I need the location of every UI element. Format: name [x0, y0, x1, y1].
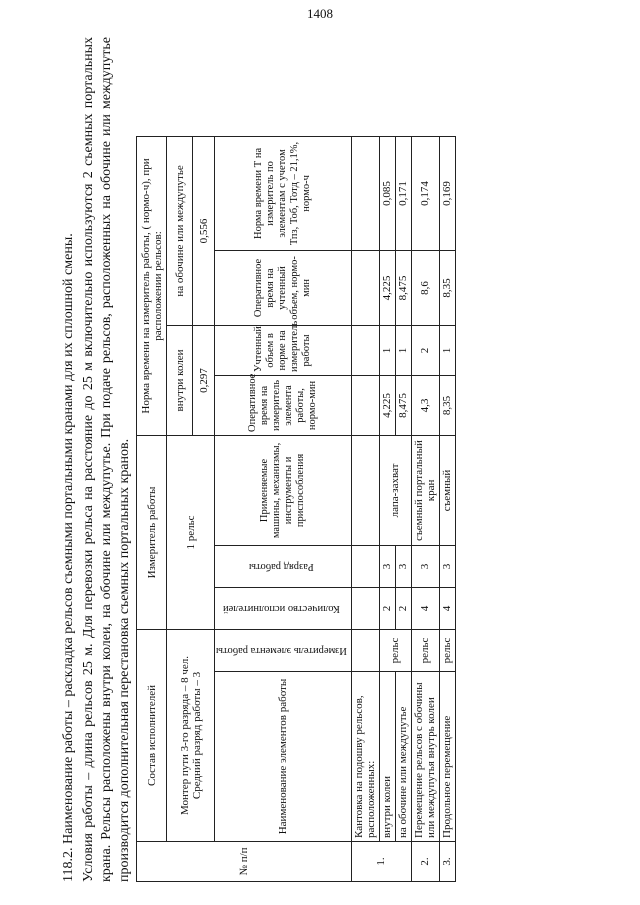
meter-value: 1 рельс	[167, 435, 215, 629]
crew-line-2: Средний разряд работы – 3	[190, 671, 203, 800]
row-meter: рельс	[379, 629, 411, 671]
row-op: 4,3	[411, 375, 439, 435]
row-op: 8,35	[439, 375, 455, 435]
col-num-header: № п/п	[137, 842, 352, 882]
row-workers: 4	[439, 587, 455, 629]
op-time-header: Оперативное время на измеритель элемента работы, нормо-мин	[215, 375, 352, 435]
row-workers: 4	[411, 587, 439, 629]
row-num: 2.	[411, 842, 439, 882]
row-name: Продольное перемещение	[439, 672, 455, 842]
row-vol: 2	[411, 325, 439, 375]
row-op: 4,225	[379, 375, 395, 435]
norm-side-header: на обочине или междупутье	[167, 136, 193, 325]
col-crew-header: Состав исполнителей	[137, 629, 167, 841]
row-t: 0,174	[411, 136, 439, 250]
norm-inside-header: внутри колеи	[167, 325, 193, 435]
row-op-total: 8,6	[411, 250, 439, 325]
row-grade: 3	[379, 545, 395, 587]
element-name-header: Наименование элементов работы	[215, 672, 352, 842]
work-title: 118.2. Наименование работы – раскладка рельсов съемными портальными кранами для их сплошной смены.	[61, 233, 76, 882]
norm-t-header: Норма времени Т на измеритель по элементам с учетом Тпз, Тоб, Тотд – 21,1%, нормо-ч	[215, 136, 352, 250]
row-op: 8,475	[395, 375, 411, 435]
table-row	[411, 136, 439, 881]
header	[60, 37, 134, 882]
row-name: Перемещение рельсов с обочины или междупутья внутрь колеи	[411, 672, 439, 842]
row-meter: рельс	[439, 629, 455, 671]
op-total-header: Оперативное время на учтенный объем, нормо-мин	[215, 250, 352, 325]
row-name: Кантовка на подошву рельсов, расположенных:	[351, 672, 379, 842]
row-machine: съемный портальный кран	[411, 435, 439, 545]
crew-value	[167, 629, 215, 841]
norm-side-value: 0,556	[193, 136, 215, 325]
row-meter: рельс	[411, 629, 439, 671]
norm-table	[136, 136, 456, 882]
col-meter-header: Измеритель работы	[137, 435, 167, 629]
volume-header: Учтенный объем в норме на измеритель работы	[215, 325, 352, 375]
row-op-total: 8,35	[439, 250, 455, 325]
row-num: 3.	[439, 842, 455, 882]
row-vol: 1	[379, 325, 395, 375]
element-meter-header: Измеритель элемента работы	[216, 645, 347, 657]
row-num: 1.	[351, 842, 411, 882]
row-workers: 2	[379, 587, 395, 629]
table-row	[379, 136, 395, 881]
table-row	[439, 136, 455, 881]
row-grade: 3	[411, 545, 439, 587]
workers-header: Количество исполнителей	[222, 603, 340, 615]
row-t: 0,169	[439, 136, 455, 250]
row-op-total: 8,475	[395, 250, 411, 325]
crew-line-1: Монтер пути 3-го разряда – 8 чел.	[178, 656, 191, 815]
row-grade: 3	[439, 545, 455, 587]
row-workers: 2	[395, 587, 411, 629]
row-name: внутри колеи	[379, 672, 395, 842]
row-machine: лапа-захват	[379, 435, 411, 545]
row-vol: 1	[395, 325, 411, 375]
machines-header: Применяемые машины, механизмы, инструменты и приспособления	[215, 435, 352, 545]
row-t: 0,085	[379, 136, 395, 250]
grade-header: Разряд работы	[249, 561, 314, 573]
norm-inside-value: 0,297	[193, 325, 215, 435]
col-norm-header: Норма времени на измеритель работы, ( нормо-ч), при расположении рельсов:	[137, 136, 167, 435]
row-machine: съемный	[439, 435, 455, 545]
row-op-total: 4,225	[379, 250, 395, 325]
row-vol: 1	[439, 325, 455, 375]
row-t: 0,171	[395, 136, 411, 250]
row-grade: 3	[395, 545, 411, 587]
rotated-page	[60, 37, 580, 882]
work-conditions: Условия работы – длина рельсов 25 м. Для перевозки рельса на расстояние до 25 м включительно используются 2 съемных портальных крана. Рельсы расположены внутри колеи, на обочине или междупутье. При подаче рельсов, расположенных на обочине или междупутье производится дополнительная перестановка съемных портальных кранов.	[81, 37, 132, 882]
row-name: на обочине или междупутье	[395, 672, 411, 842]
page-number: 1408	[307, 6, 333, 21]
